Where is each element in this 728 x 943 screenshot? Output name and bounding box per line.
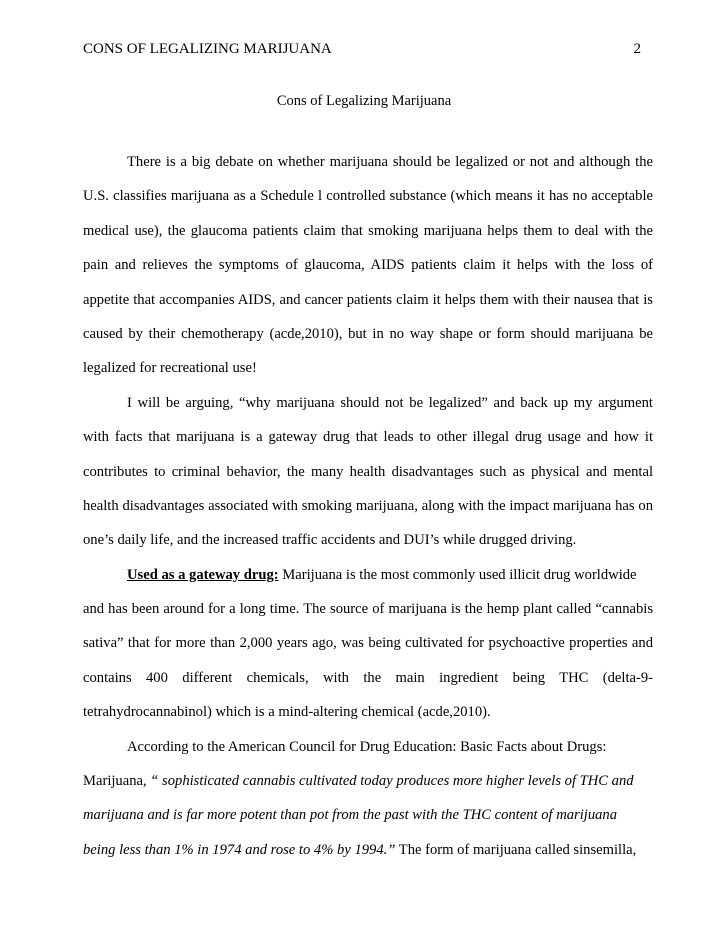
- body-text: [83, 145, 653, 867]
- quote-run: marijuana and is far more potent than pot from the past with the THC content of marijuana: [83, 807, 618, 824]
- text-line: one’s daily life, and the increased traffic accidents and DUI’s while drugged driving.: [83, 532, 577, 549]
- text-line: [83, 558, 653, 592]
- text-line: caused by their chemotherapy (acde,2010), but in no way shape or form should marijuana be: [83, 325, 653, 342]
- page-number: 2: [633, 41, 641, 57]
- quote-run: “ sophisticated cannabis cultivated today produces more higher levels of THC and: [150, 773, 634, 790]
- text-line: [83, 764, 653, 798]
- text-line: According to the American Council for Drug Education: Basic Facts about Drugs:: [127, 738, 607, 755]
- text-line: and has been around for a long time. The source of marijuana is the hemp plant called “cannabis: [83, 601, 653, 618]
- text-line: There is a big debate on whether marijuana should be legalized or not and although the: [127, 154, 653, 170]
- text-line: contains 400 different chemicals, with the main ingredient being THC (delta-9-: [83, 669, 653, 686]
- text-line: health disadvantages associated with smoking marijuana, along with the impact marijuana has on: [83, 497, 653, 514]
- quote-run: being less than 1% in 1974 and rose to 4% by 1994.”: [83, 841, 396, 858]
- text-line: tetrahydrocannabinol) which is a mind-altering chemical (acde,2010).: [83, 704, 491, 721]
- text-line: appetite that accompanies AIDS, and cancer patients claim it helps them with their nausea that is: [83, 291, 653, 308]
- text-line: [83, 833, 653, 867]
- text-line: with facts that marijuana is a gateway drug that leads to other illegal drug usage and how it: [83, 429, 653, 446]
- text-line: U.S. classifies marijuana as a Schedule l controlled substance (which means it has no acceptable: [83, 188, 653, 205]
- text-line: [83, 798, 653, 832]
- text-line: medical use), the glaucoma patients claim that smoking marijuana helps them to deal with the: [83, 222, 653, 239]
- page-title: Cons of Legalizing Marijuana: [276, 93, 452, 109]
- text-run: Marijuana is the most commonly used illicit drug worldwide: [278, 566, 637, 583]
- text-line: pain and relieves the symptoms of glaucoma, AIDS patients claim it helps with the loss of: [83, 257, 653, 274]
- section-heading: Used as a gateway drug:: [127, 566, 279, 583]
- text-run: The form of marijuana called sinsemilla,: [395, 841, 637, 858]
- text-run: Marijuana,: [83, 773, 151, 790]
- text-line: sativa” that for more than 2,000 years ago, was being cultivated for psychoactive properties and: [83, 635, 653, 652]
- running-head: CONS OF LEGALIZING MARIJUANA: [83, 41, 332, 57]
- text-line: contributes to criminal behavior, the many health disadvantages such as physical and mental: [83, 463, 653, 480]
- text-line: I will be arguing, “why marijuana should not be legalized” and back up my argument: [127, 394, 653, 411]
- text-line: legalized for recreational use!: [83, 360, 257, 377]
